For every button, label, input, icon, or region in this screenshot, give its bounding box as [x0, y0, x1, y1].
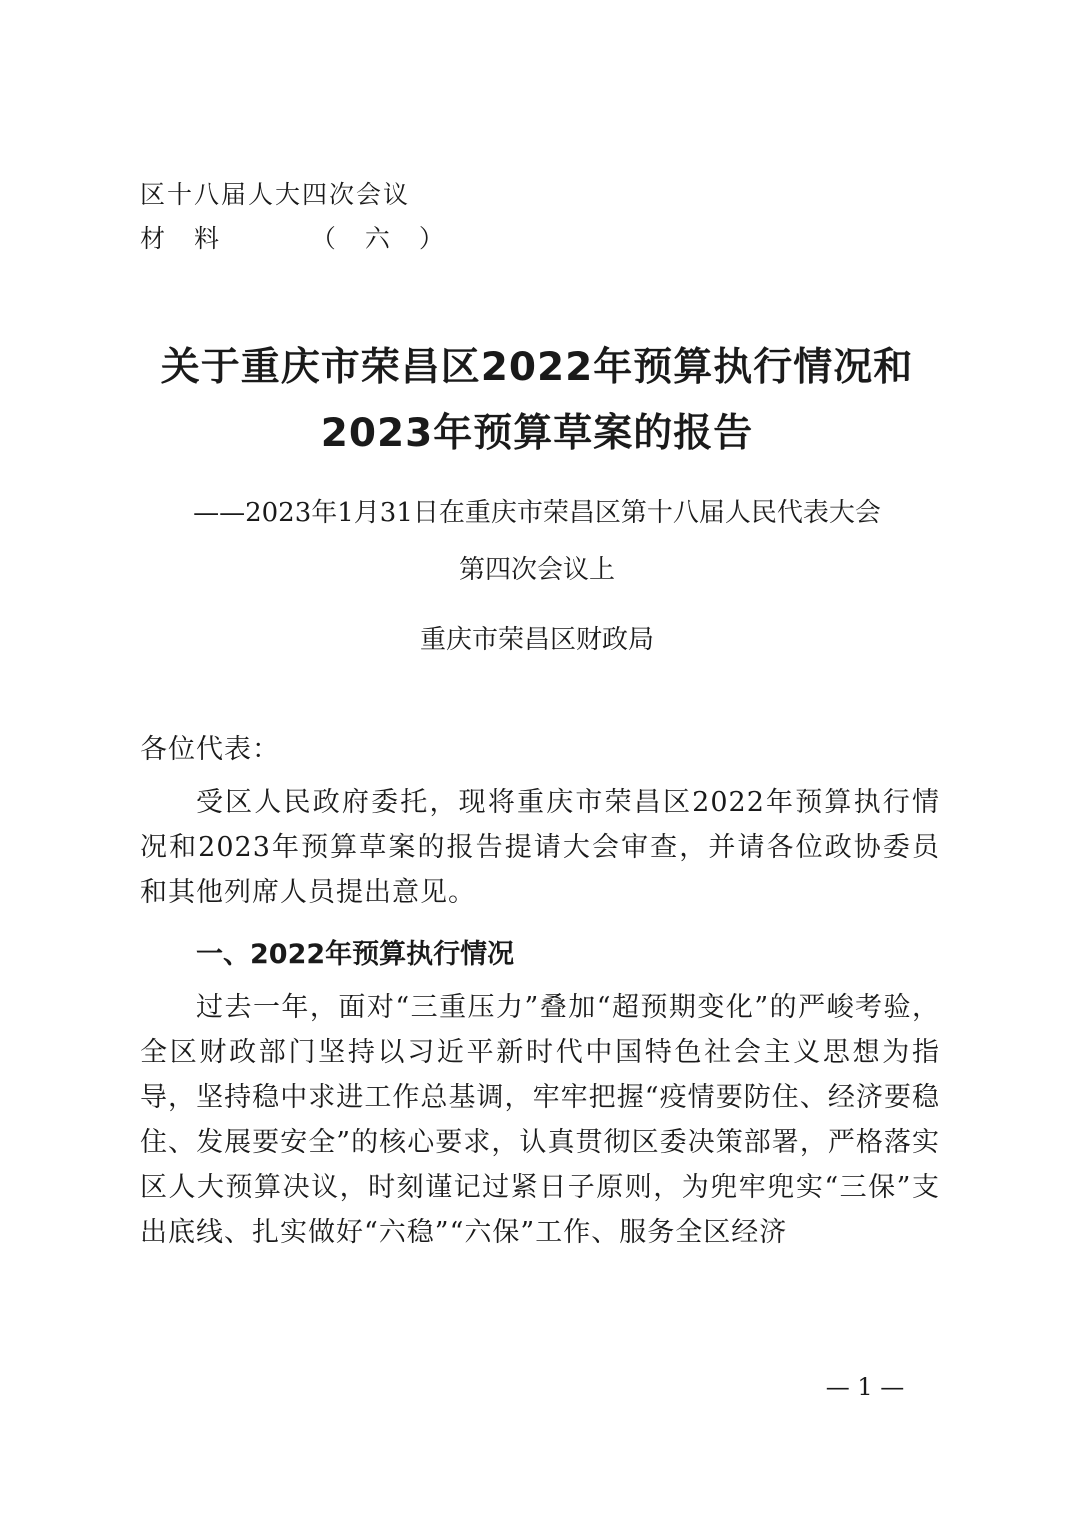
- paragraph-intro: 受区人民政府委托，现将重庆市荣昌区2022年预算执行情况和2023年预算草案的报告提请大会审查，并请各位政协委员和其他列席人员提出意见。: [140, 787, 940, 908]
- material-label: [140, 224, 446, 254]
- section-heading: 一、2022年预算执行情况: [196, 939, 515, 970]
- subtitle-line1: ——2023年1月31日在重庆市荣昌区第十八届人民代表大会: [193, 498, 881, 528]
- page-number: — 1 —: [825, 1373, 905, 1401]
- author: 重庆市荣昌区财政局: [419, 625, 654, 655]
- subtitle-line2: 第四次会议上: [458, 555, 615, 585]
- paragraph-body: 过去一年，面对“三重压力”叠加“超预期变化”的严峻考验，全区财政部门坚持以习近平新时代中国特色社会主义思想为指导，坚持稳中求进工作总基调，牢牢把握“疫情要防住、经济要稳住、发展要安全”的核心要求，认真贯彻区委决策部署，严格落实区人大预算决议，时刻谨记过紧日子原则，为兜牢兜实“三保”支出底线、扎实做好“六稳”“六保”工作、服务全区经济: [140, 992, 940, 1248]
- material-number: （ 六 ）: [310, 224, 446, 253]
- session-label: 区十八届人大四次会议: [140, 180, 411, 209]
- material-text: 材 料: [140, 224, 222, 253]
- salutation: 各位代表：: [140, 734, 280, 765]
- document-title-line1: 关于重庆市荣昌区2022年预算执行情况和: [160, 345, 914, 390]
- document-title-line2: 2023年预算草案的报告: [320, 411, 754, 456]
